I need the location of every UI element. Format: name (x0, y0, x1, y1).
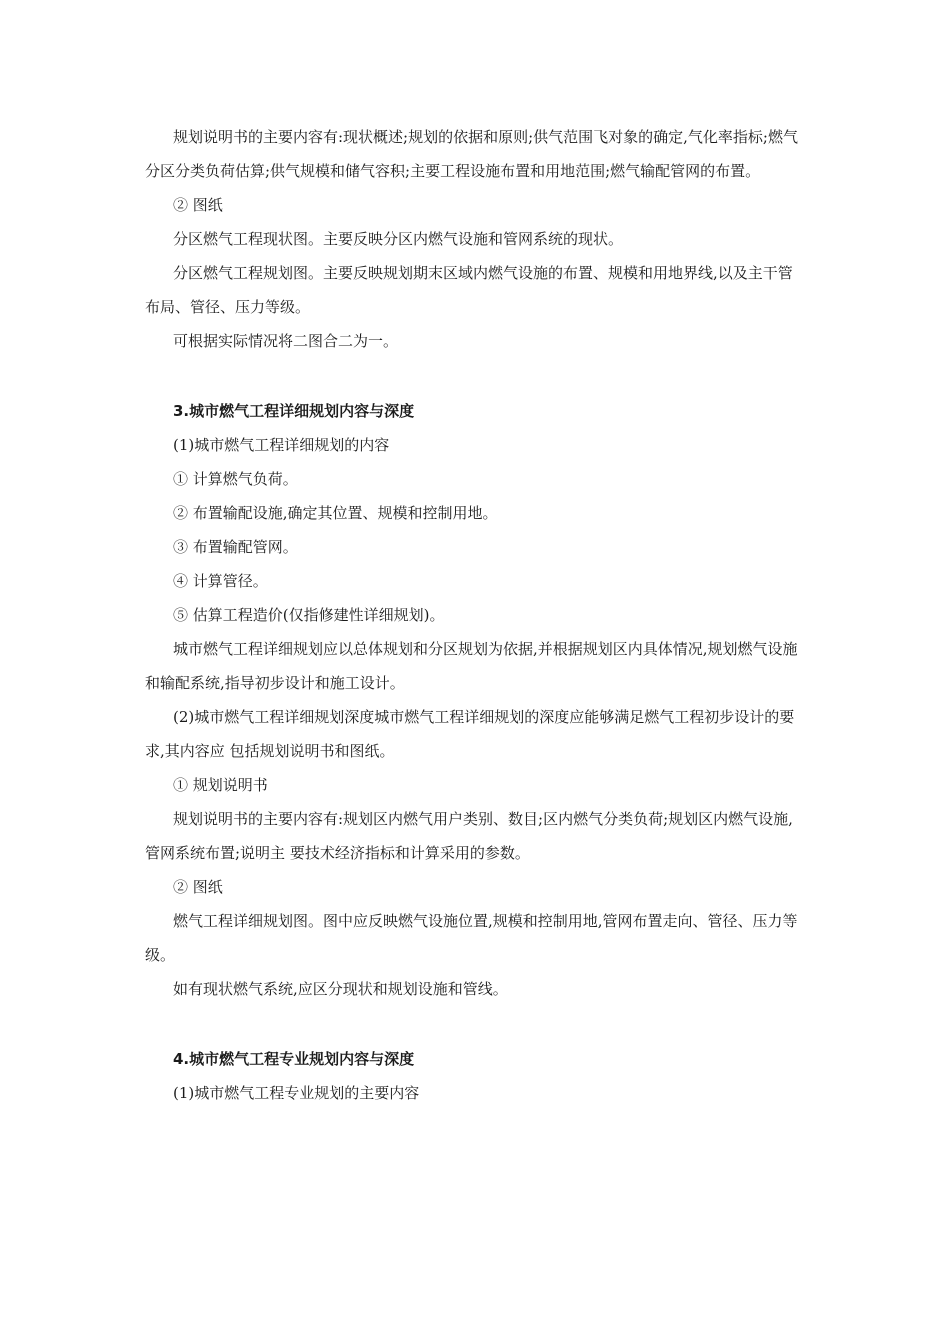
paragraph-status-map: 分区燃气工程现状图。主要反映分区内燃气设施和管网系统的现状。 (173, 230, 624, 248)
list-item: ② 布置输配设施,确定其位置、规模和控制用地。 (173, 504, 498, 522)
section-heading-4: 4.城市燃气工程专业规划内容与深度 (173, 1050, 415, 1068)
paragraph-existing-system: 如有现状燃气系统,应区分现状和规划设施和管线。 (173, 980, 508, 998)
section-gap (145, 358, 805, 394)
paragraph-detail-map: 燃气工程详细规划图。图中应反映燃气设施位置,规模和控制用地,管网布置走向、管径、压力等级。 (145, 912, 798, 964)
section-gap (145, 1006, 805, 1042)
paragraph-manual-details: 规划说明书的主要内容有:规划区内燃气用户类别、数目;区内燃气分类负荷;规划区内燃气设施,管网系统布置;说明主 要技术经济指标和计算采用的参数。 (145, 810, 793, 862)
subheading-4-1: (1)城市燃气工程专业规划的主要内容 (173, 1084, 420, 1102)
section-heading-3: 3.城市燃气工程详细规划内容与深度 (173, 402, 415, 420)
item-planning-manual: ① 规划说明书 (173, 776, 268, 794)
item-drawings: ② 图纸 (173, 878, 223, 896)
list-item: ③ 布置输配管网。 (173, 538, 298, 556)
list-item: ① 计算燃气负荷。 (173, 470, 298, 488)
paragraph-merge-maps: 可根据实际情况将二图合二为一。 (173, 332, 399, 350)
subheading-3-1: (1)城市燃气工程详细规划的内容 (173, 436, 390, 454)
list-item: ④ 计算管径。 (173, 572, 268, 590)
subheading-3-2: (2)城市燃气工程详细规划深度城市燃气工程详细规划的深度应能够满足燃气工程初步设计的要求,其内容应 包括规划说明书和图纸。 (145, 708, 795, 760)
paragraph-plan-map: 分区燃气工程规划图。主要反映规划期末区域内燃气设施的布置、规模和用地界线,以及主干管布局、管径、压力等级。 (145, 264, 793, 316)
paragraph-manual-contents: 规划说明书的主要内容有:现状概述;规划的依据和原则;供气范围飞对象的确定,气化率指标;燃气分区分类负荷估算;供气规模和储气容积;主要工程设施布置和用地范围;燃气输配管网的布置。 (145, 128, 798, 180)
document-body (145, 120, 805, 1110)
paragraph-basis: 城市燃气工程详细规划应以总体规划和分区规划为依据,并根据规划区内具体情况,规划燃气设施和输配系统,指导初步设计和施工设计。 (145, 640, 798, 692)
list-item: ⑤ 估算工程造价(仅指修建性详细规划)。 (173, 606, 445, 624)
item-drawings: ② 图纸 (173, 196, 223, 214)
